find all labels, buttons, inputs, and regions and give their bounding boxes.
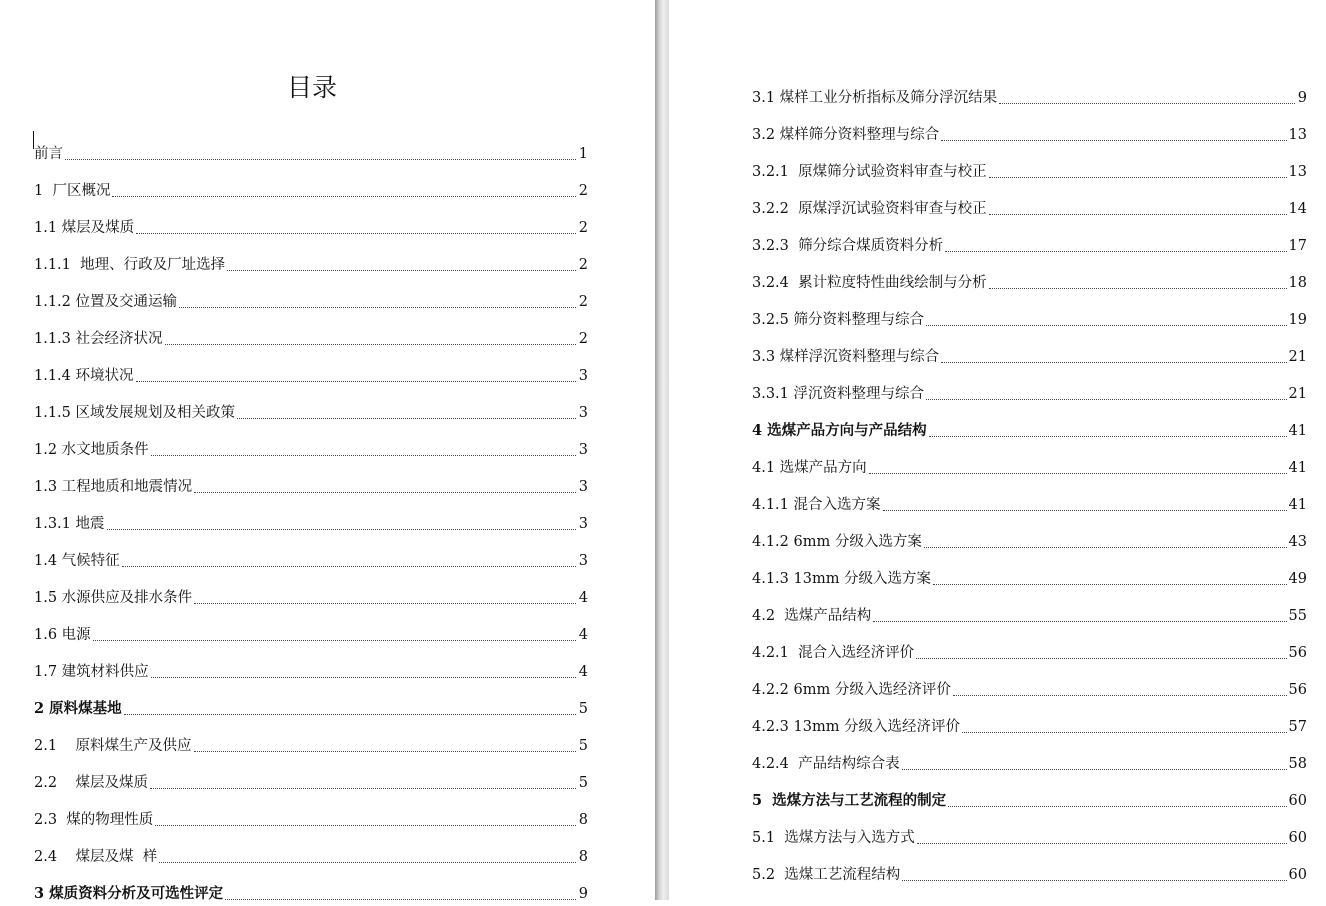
toc-entry-label: 2.3 煤的物理性质 — [34, 812, 154, 828]
toc-entry-label: 4.2.2 6mm 分级入选经济评价 — [752, 682, 951, 698]
toc-leader-dots — [227, 270, 576, 271]
toc-entry[interactable] — [752, 147, 1307, 184]
toc-leader-dots — [926, 399, 1287, 400]
toc-entry-page-number: 9 — [1297, 90, 1307, 106]
toc-entry[interactable] — [752, 554, 1307, 591]
toc-leader-dots — [237, 418, 576, 419]
toc-entry[interactable] — [34, 277, 588, 314]
toc-entry-page-number: 55 — [1288, 608, 1307, 624]
toc-leader-dots — [93, 640, 576, 641]
toc-entry-page-number: 8 — [578, 849, 588, 865]
toc-entry[interactable] — [752, 221, 1307, 258]
toc-entry[interactable] — [34, 462, 588, 499]
toc-entry[interactable] — [752, 591, 1307, 628]
toc-leader-dots — [155, 825, 576, 826]
toc-entry-label: 1.1.3 社会经济状况 — [34, 331, 163, 347]
toc-entry-label: 4.1 选煤产品方向 — [752, 460, 867, 476]
toc-entry[interactable] — [34, 795, 588, 832]
toc-leader-dots — [159, 862, 576, 863]
toc-leader-dots — [917, 843, 1287, 844]
toc-leader-dots — [107, 529, 576, 530]
toc-entry-page-number: 2 — [578, 331, 588, 347]
toc-entry-page-number: 2 — [578, 257, 588, 273]
toc-entry-page-number: 3 — [578, 479, 588, 495]
toc-entry[interactable] — [34, 721, 588, 758]
toc-entry[interactable] — [34, 166, 588, 203]
toc-entry-label: 1.6 电源 — [34, 627, 91, 643]
toc-leader-dots — [941, 140, 1286, 141]
toc-entry[interactable] — [34, 351, 588, 388]
toc-entry[interactable] — [752, 480, 1307, 517]
toc-entry-page-number: 58 — [1288, 756, 1307, 772]
toc-entry[interactable] — [752, 517, 1307, 554]
toc-entry-label: 2 原料煤基地 — [34, 700, 122, 717]
toc-leader-dots — [65, 159, 576, 160]
toc-entry-page-number: 5 — [578, 738, 588, 754]
toc-entry-label: 1.4 气候特征 — [34, 553, 120, 569]
toc-entry-label: 2.2 煤层及煤质 — [34, 775, 148, 791]
toc-entry-page-number: 19 — [1288, 312, 1307, 328]
toc-entry-page-number: 3 — [578, 368, 588, 384]
document-page-left — [0, 0, 655, 900]
toc-leader-dots — [122, 566, 576, 567]
toc-entry[interactable] — [752, 443, 1307, 480]
toc-entry-page-number: 21 — [1288, 349, 1307, 365]
toc-entry-page-number: 60 — [1288, 793, 1307, 809]
toc-entry[interactable] — [34, 573, 588, 610]
toc-entry-label: 2.1 原料煤生产及供应 — [34, 738, 192, 754]
toc-entry[interactable] — [752, 110, 1307, 147]
toc-entry-label: 4.2.4 产品结构综合表 — [752, 756, 900, 772]
toc-entry-page-number: 21 — [1288, 386, 1307, 402]
toc-entry-page-number: 56 — [1288, 645, 1307, 661]
toc-entry-label: 2.4 煤层及煤 样 — [34, 849, 158, 865]
toc-leader-dots — [962, 732, 1286, 733]
toc-list-left — [34, 129, 588, 906]
toc-entry-page-number: 5 — [578, 701, 588, 717]
toc-entry[interactable] — [34, 499, 588, 536]
toc-entry[interactable] — [34, 240, 588, 277]
toc-entry[interactable] — [752, 628, 1307, 665]
toc-entry-label: 4.2.1 混合入选经济评价 — [752, 645, 915, 661]
toc-entry[interactable] — [752, 184, 1307, 221]
toc-entry-label: 4 选煤产品方向与产品结构 — [752, 422, 927, 439]
toc-entry-page-number: 3 — [578, 553, 588, 569]
toc-leader-dots — [902, 880, 1286, 881]
toc-entry[interactable] — [752, 332, 1307, 369]
toc-entry-label: 3.2.2 原煤浮沉试验资料审查与校正 — [752, 201, 987, 217]
toc-entry-page-number: 60 — [1288, 830, 1307, 846]
toc-entry-label: 1.7 建筑材料供应 — [34, 664, 149, 680]
toc-entry[interactable] — [752, 295, 1307, 332]
toc-entry-page-number: 3 — [578, 405, 588, 421]
toc-entry[interactable] — [34, 758, 588, 795]
toc-entry-page-number: 13 — [1288, 164, 1307, 180]
toc-entry-page-number: 2 — [578, 183, 588, 199]
toc-entry-page-number: 3 — [578, 442, 588, 458]
toc-entry-page-number: 4 — [578, 627, 588, 643]
toc-entry-label: 1 厂区概况 — [34, 183, 111, 199]
page-gutter — [655, 0, 669, 900]
toc-entry[interactable] — [34, 832, 588, 869]
toc-leader-dots — [953, 695, 1287, 696]
toc-entry-page-number: 43 — [1288, 534, 1307, 550]
toc-entry-page-number: 14 — [1288, 201, 1307, 217]
toc-entry-label: 1.2 水文地质条件 — [34, 442, 149, 458]
toc-entry-label: 4.1.3 13mm 分级入选方案 — [752, 571, 932, 587]
toc-entry-page-number: 56 — [1288, 682, 1307, 698]
toc-entry[interactable] — [34, 129, 588, 166]
toc-leader-dots — [136, 233, 576, 234]
toc-entry-label: 1.1.1 地理、行政及厂址选择 — [34, 257, 226, 273]
toc-entry-page-number: 13 — [1288, 127, 1307, 143]
toc-leader-dots — [124, 714, 576, 715]
toc-leader-dots — [926, 325, 1287, 326]
toc-entry-page-number: 4 — [578, 664, 588, 680]
toc-leader-dots — [194, 603, 576, 604]
toc-leader-dots — [136, 381, 576, 382]
toc-entry-label: 前言 — [34, 146, 63, 162]
toc-list-right — [752, 73, 1307, 887]
toc-leader-dots — [989, 177, 1287, 178]
toc-entry-page-number: 2 — [578, 294, 588, 310]
toc-entry-label: 3.1 煤样工业分析指标及筛分浮沉结果 — [752, 90, 998, 106]
toc-leader-dots — [989, 288, 1287, 289]
toc-entry-label: 4.1.2 6mm 分级入选方案 — [752, 534, 922, 550]
toc-leader-dots — [945, 251, 1286, 252]
toc-entry-page-number: 41 — [1288, 497, 1307, 513]
toc-entry-page-number: 9 — [578, 886, 588, 902]
toc-leader-dots — [112, 196, 576, 197]
toc-leader-dots — [916, 658, 1286, 659]
toc-entry-page-number: 8 — [578, 812, 588, 828]
toc-leader-dots — [151, 677, 576, 678]
toc-entry-label: 1.5 水源供应及排水条件 — [34, 590, 193, 606]
toc-entry-page-number: 2 — [578, 220, 588, 236]
toc-entry[interactable] — [34, 536, 588, 573]
toc-entry-label: 4.2 选煤产品结构 — [752, 608, 872, 624]
toc-entry-label: 5 选煤方法与工艺流程的制定 — [752, 792, 947, 809]
toc-entry-label: 3.2.1 原煤筛分试验资料审查与校正 — [752, 164, 987, 180]
toc-entry[interactable] — [752, 702, 1307, 739]
toc-entry-page-number: 5 — [578, 775, 588, 791]
toc-entry-label: 3.3.1 浮沉资料整理与综合 — [752, 386, 925, 402]
toc-entry-label: 3.3 煤样浮沉资料整理与综合 — [752, 349, 940, 365]
toc-entry[interactable] — [34, 314, 588, 351]
toc-entry-label: 3 煤质资料分析及可选性评定 — [34, 885, 224, 902]
toc-leader-dots — [179, 307, 576, 308]
toc-leader-dots — [902, 769, 1287, 770]
toc-entry-page-number: 49 — [1288, 571, 1307, 587]
toc-entry-page-number: 4 — [578, 590, 588, 606]
toc-leader-dots — [869, 473, 1287, 474]
toc-leader-dots — [933, 584, 1286, 585]
toc-leader-dots — [150, 788, 576, 789]
toc-entry-label: 1.1 煤层及煤质 — [34, 220, 135, 236]
toc-leader-dots — [989, 214, 1287, 215]
toc-leader-dots — [941, 362, 1286, 363]
toc-entry[interactable] — [752, 73, 1307, 110]
toc-leader-dots — [194, 492, 576, 493]
toc-entry[interactable] — [752, 739, 1307, 776]
toc-leader-dots — [929, 436, 1287, 437]
toc-entry[interactable] — [34, 647, 588, 684]
toc-entry-page-number: 1 — [578, 146, 588, 162]
toc-entry[interactable] — [34, 610, 588, 647]
toc-entry-label: 1.1.5 区域发展规划及相关政策 — [34, 405, 236, 421]
toc-entry-page-number: 3 — [578, 516, 588, 532]
toc-leader-dots — [165, 344, 576, 345]
toc-entry-label: 4.2.3 13mm 分级入选经济评价 — [752, 719, 961, 735]
toc-entry-label: 5.2 选煤工艺流程结构 — [752, 867, 901, 883]
toc-entry[interactable] — [34, 203, 588, 240]
toc-title: 目录 — [286, 73, 337, 102]
toc-entry-label: 1.3 工程地质和地震情况 — [34, 479, 193, 495]
toc-leader-dots — [948, 806, 1286, 807]
toc-entry-label: 4.1.1 混合入选方案 — [752, 497, 881, 513]
toc-entry-page-number: 17 — [1288, 238, 1307, 254]
toc-entry[interactable] — [752, 850, 1307, 887]
toc-leader-dots — [194, 751, 577, 752]
toc-entry[interactable] — [752, 258, 1307, 295]
toc-entry[interactable] — [34, 684, 588, 721]
toc-entry[interactable] — [752, 813, 1307, 850]
toc-entry[interactable] — [752, 369, 1307, 406]
toc-leader-dots — [924, 547, 1287, 548]
toc-entry-page-number: 41 — [1288, 460, 1307, 476]
toc-entry-label: 1.1.2 位置及交通运输 — [34, 294, 178, 310]
toc-entry-label: 1.3.1 地震 — [34, 516, 105, 532]
toc-entry-page-number: 60 — [1288, 867, 1307, 883]
toc-entry[interactable] — [34, 869, 588, 906]
toc-entry[interactable] — [34, 388, 588, 425]
toc-leader-dots — [883, 510, 1287, 511]
toc-entry[interactable] — [34, 425, 588, 462]
toc-entry[interactable] — [752, 665, 1307, 702]
toc-entry-label: 3.2.5 筛分资料整理与综合 — [752, 312, 925, 328]
toc-entry-label: 1.1.4 环境状况 — [34, 368, 134, 384]
toc-entry-label: 3.2 煤样筛分资料整理与综合 — [752, 127, 940, 143]
toc-entry-page-number: 18 — [1288, 275, 1307, 291]
toc-leader-dots — [151, 455, 576, 456]
toc-entry-label: 5.1 选煤方法与入选方式 — [752, 830, 915, 846]
toc-entry[interactable] — [752, 406, 1307, 443]
toc-leader-dots — [999, 103, 1295, 104]
toc-entry-label: 3.2.4 累计粒度特性曲线绘制与分析 — [752, 275, 987, 291]
toc-leader-dots — [873, 621, 1286, 622]
toc-entry-page-number: 41 — [1288, 423, 1307, 439]
toc-entry[interactable] — [752, 776, 1307, 813]
toc-entry-page-number: 57 — [1288, 719, 1307, 735]
document-page-right — [669, 0, 1326, 900]
toc-entry-label: 3.2.3 筛分综合煤质资料分析 — [752, 238, 944, 254]
